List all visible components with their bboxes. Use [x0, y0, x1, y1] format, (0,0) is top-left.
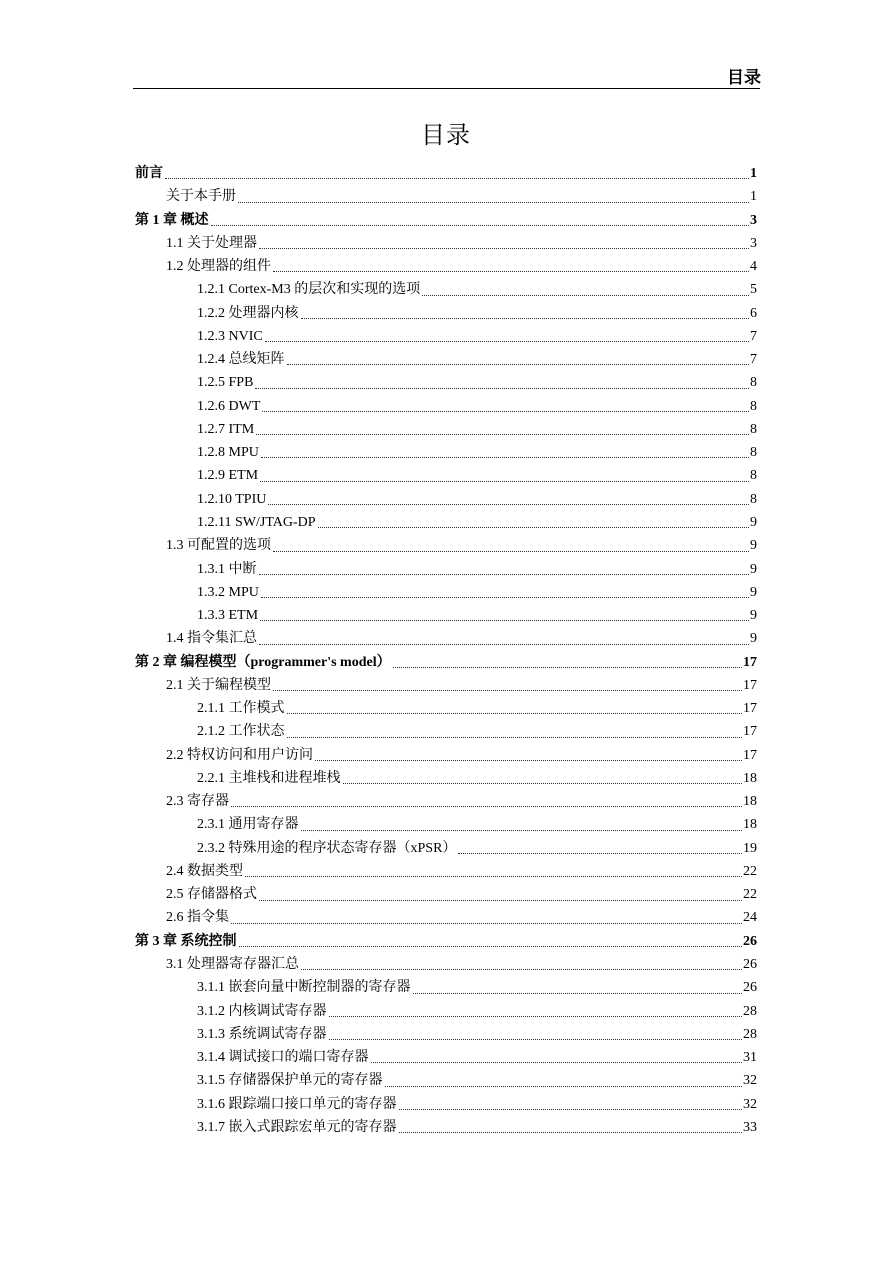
toc-entry-label: 3.1.4 调试接口的端口寄存器: [197, 1050, 369, 1066]
toc-entry-page-number: 8: [750, 491, 757, 507]
toc-entry[interactable]: [133, 953, 757, 976]
toc-dot-leader: [231, 923, 742, 924]
toc-entry-label: 3.1.1 嵌套向量中断控制器的寄存器: [197, 980, 411, 996]
toc-entry-page-number: 9: [750, 538, 757, 554]
toc-dot-leader: [261, 597, 749, 598]
toc-entry[interactable]: [133, 930, 757, 953]
toc-entry-label: 前言: [135, 165, 163, 181]
toc-dot-leader: [315, 760, 742, 761]
toc-dot-leader: [165, 178, 749, 179]
toc-dot-leader: [287, 737, 743, 738]
toc-entry[interactable]: [133, 1046, 757, 1069]
toc-entry[interactable]: [133, 278, 757, 301]
header-rule: [133, 88, 760, 89]
toc-dot-leader: [371, 1062, 743, 1063]
toc-entry[interactable]: [133, 511, 757, 534]
toc-entry-page-number: 7: [750, 328, 757, 344]
toc-entry[interactable]: [133, 976, 757, 999]
toc-entry-label: 1.2.5 FPB: [197, 375, 254, 391]
table-of-contents: [133, 162, 757, 1139]
toc-entry-page-number: 8: [750, 398, 757, 414]
toc-dot-leader: [265, 341, 749, 342]
toc-entry[interactable]: [133, 185, 757, 208]
toc-entry-page-number: 9: [750, 514, 757, 530]
toc-entry-page-number: 9: [750, 631, 757, 647]
toc-entry-page-number: 17: [743, 701, 757, 717]
toc-dot-leader: [260, 620, 749, 621]
toc-dot-leader: [329, 1039, 743, 1040]
toc-dot-leader: [385, 1086, 743, 1087]
toc-entry[interactable]: [133, 255, 757, 278]
toc-dot-leader: [287, 364, 750, 365]
toc-entry-page-number: 17: [743, 747, 757, 763]
toc-dot-leader: [256, 434, 749, 435]
toc-entry-page-number: 19: [743, 840, 757, 856]
toc-entry-page-number: 9: [750, 561, 757, 577]
toc-dot-leader: [301, 318, 750, 319]
toc-entry-label: 1.2.8 MPU: [197, 445, 259, 461]
toc-entry-label: 1.3.1 中断: [197, 561, 257, 577]
toc-entry-label: 3.1.5 存储器保护单元的寄存器: [197, 1073, 383, 1089]
running-header-title: 目录: [727, 68, 761, 87]
toc-dot-leader: [261, 457, 749, 458]
toc-entry-label: 关于本手册: [166, 189, 236, 205]
toc-entry-page-number: 17: [743, 654, 757, 670]
toc-entry[interactable]: [133, 860, 757, 883]
toc-entry-label: 第 3 章 系统控制: [135, 933, 237, 949]
toc-entry-page-number: 3: [750, 212, 757, 228]
toc-dot-leader: [238, 202, 749, 203]
toc-entry-label: 1.2.1 Cortex-M3 的层次和实现的选项: [197, 282, 421, 298]
toc-entry[interactable]: [133, 697, 757, 720]
toc-dot-leader: [273, 271, 749, 272]
toc-entry-label: 2.3.2 特殊用途的程序状态寄存器（xPSR）: [197, 840, 457, 856]
toc-dot-leader: [259, 644, 749, 645]
toc-entry-page-number: 32: [743, 1096, 757, 1112]
toc-dot-leader: [231, 806, 742, 807]
toc-entry[interactable]: [133, 744, 757, 767]
toc-entry[interactable]: [133, 302, 757, 325]
toc-entry-page-number: 22: [743, 863, 757, 879]
toc-entry-label: 2.1.1 工作模式: [197, 701, 285, 717]
toc-entry-label: 1.2.4 总线矩阵: [197, 352, 285, 368]
toc-entry[interactable]: [133, 907, 757, 930]
toc-entry-label: 2.2 特权访问和用户访问: [166, 747, 313, 763]
toc-entry-label: 2.3 寄存器: [166, 794, 229, 810]
toc-dot-leader: [422, 295, 749, 296]
toc-dot-leader: [273, 690, 742, 691]
toc-entry-label: 1.2.10 TPIU: [197, 491, 267, 507]
toc-entry-label: 3.1 处理器寄存器汇总: [166, 957, 299, 973]
toc-entry-label: 1.1 关于处理器: [166, 235, 257, 251]
toc-entry-page-number: 3: [750, 235, 757, 251]
toc-entry-label: 1.2.6 DWT: [197, 398, 261, 414]
toc-entry-label: 1.2.7 ITM: [197, 421, 255, 437]
toc-entry-page-number: 1: [750, 165, 757, 181]
toc-dot-leader: [458, 853, 742, 854]
toc-entry[interactable]: [133, 534, 757, 557]
toc-entry-page-number: 18: [743, 770, 757, 786]
toc-entry-page-number: 4: [750, 259, 757, 275]
toc-entry[interactable]: [133, 1069, 757, 1092]
toc-entry-page-number: 26: [743, 933, 757, 949]
toc-dot-leader: [245, 876, 742, 877]
toc-entry-label: 1.2 处理器的组件: [166, 259, 271, 275]
toc-entry[interactable]: [133, 1000, 757, 1023]
toc-dot-leader: [259, 248, 749, 249]
toc-entry-page-number: 8: [750, 421, 757, 437]
toc-entry[interactable]: [133, 767, 757, 790]
toc-entry-label: 2.5 存储器格式: [166, 887, 257, 903]
toc-entry[interactable]: [133, 371, 757, 394]
toc-entry-page-number: 28: [743, 1003, 757, 1019]
toc-dot-leader: [255, 388, 749, 389]
toc-entry[interactable]: [133, 488, 757, 511]
toc-entry[interactable]: [133, 837, 757, 860]
toc-dot-leader: [329, 1016, 743, 1017]
toc-dot-leader: [239, 946, 743, 947]
toc-dot-leader: [259, 574, 750, 575]
toc-entry-page-number: 5: [750, 282, 757, 298]
toc-entry[interactable]: [133, 627, 757, 650]
toc-entry-page-number: 28: [743, 1026, 757, 1042]
toc-entry[interactable]: [133, 883, 757, 906]
toc-entry-page-number: 8: [750, 468, 757, 484]
toc-entry-page-number: 32: [743, 1073, 757, 1089]
toc-entry[interactable]: [133, 162, 757, 185]
toc-entry-page-number: 7: [750, 352, 757, 368]
toc-entry-page-number: 22: [743, 887, 757, 903]
toc-entry-page-number: 18: [743, 794, 757, 810]
toc-entry-page-number: 18: [743, 817, 757, 833]
toc-entry-page-number: 26: [743, 957, 757, 973]
toc-entry[interactable]: [133, 395, 757, 418]
toc-entry-page-number: 6: [750, 305, 757, 321]
toc-dot-leader: [259, 900, 742, 901]
toc-entry-page-number: 1: [750, 189, 757, 205]
toc-entry[interactable]: [133, 558, 757, 581]
toc-dot-leader: [318, 527, 749, 528]
toc-entry-label: 2.1.2 工作状态: [197, 724, 285, 740]
toc-entry-page-number: 9: [750, 584, 757, 600]
toc-dot-leader: [268, 504, 749, 505]
toc-dot-leader: [273, 551, 749, 552]
page-title: 目录: [421, 123, 471, 149]
toc-dot-leader: [343, 783, 743, 784]
toc-entry-page-number: 31: [743, 1050, 757, 1066]
toc-dot-leader: [413, 993, 743, 994]
toc-entry[interactable]: [133, 325, 757, 348]
toc-entry-label: 3.1.7 嵌入式跟踪宏单元的寄存器: [197, 1119, 397, 1135]
toc-dot-leader: [260, 481, 749, 482]
toc-entry-page-number: 9: [750, 608, 757, 624]
toc-entry-label: 1.2.9 ETM: [197, 468, 259, 484]
toc-dot-leader: [393, 667, 742, 668]
toc-dot-leader: [301, 830, 743, 831]
toc-entry-page-number: 24: [743, 910, 757, 926]
toc-entry[interactable]: [133, 1116, 757, 1139]
toc-entry[interactable]: [133, 209, 757, 232]
toc-entry-page-number: 17: [743, 677, 757, 693]
toc-entry-label: 1.2.11 SW/JTAG-DP: [197, 514, 316, 530]
toc-entry-label: 1.2.2 处理器内核: [197, 305, 299, 321]
toc-entry[interactable]: [133, 464, 757, 487]
toc-dot-leader: [211, 225, 750, 226]
toc-entry[interactable]: [133, 441, 757, 464]
toc-entry-label: 3.1.2 内核调试寄存器: [197, 1003, 327, 1019]
toc-entry-label: 第 2 章 编程模型（programmer's model）: [135, 654, 391, 670]
toc-entry-label: 3.1.3 系统调试寄存器: [197, 1026, 327, 1042]
toc-entry-label: 第 1 章 概述: [135, 212, 209, 228]
toc-entry-page-number: 17: [743, 724, 757, 740]
toc-entry[interactable]: [133, 418, 757, 441]
toc-entry-label: 2.1 关于编程模型: [166, 677, 271, 693]
toc-entry[interactable]: [133, 604, 757, 627]
toc-entry[interactable]: [133, 813, 757, 836]
toc-entry-label: 2.4 数据类型: [166, 863, 243, 879]
toc-entry-label: 3.1.6 跟踪端口接口单元的寄存器: [197, 1096, 397, 1112]
toc-entry-label: 1.3 可配置的选项: [166, 538, 271, 554]
toc-entry-page-number: 26: [743, 980, 757, 996]
toc-dot-leader: [287, 713, 743, 714]
toc-entry-page-number: 8: [750, 445, 757, 461]
toc-dot-leader: [399, 1109, 743, 1110]
toc-entry[interactable]: [133, 651, 757, 674]
toc-dot-leader: [262, 411, 749, 412]
toc-entry[interactable]: [133, 674, 757, 697]
toc-entry[interactable]: [133, 348, 757, 371]
toc-entry-label: 2.6 指令集: [166, 910, 229, 926]
toc-entry-label: 2.2.1 主堆栈和进程堆栈: [197, 770, 341, 786]
toc-entry-label: 1.4 指令集汇总: [166, 631, 257, 647]
toc-dot-leader: [301, 969, 742, 970]
toc-entry[interactable]: [133, 1023, 757, 1046]
toc-entry-page-number: 33: [743, 1119, 757, 1135]
toc-entry[interactable]: [133, 790, 757, 813]
toc-entry[interactable]: [133, 232, 757, 255]
toc-entry-label: 1.2.3 NVIC: [197, 328, 263, 344]
toc-entry-page-number: 8: [750, 375, 757, 391]
toc-entry[interactable]: [133, 581, 757, 604]
toc-entry-label: 1.3.3 ETM: [197, 608, 259, 624]
toc-entry[interactable]: [133, 720, 757, 743]
toc-entry[interactable]: [133, 1093, 757, 1116]
toc-dot-leader: [399, 1132, 743, 1133]
toc-entry-label: 1.3.2 MPU: [197, 584, 259, 600]
toc-entry-label: 2.3.1 通用寄存器: [197, 817, 299, 833]
